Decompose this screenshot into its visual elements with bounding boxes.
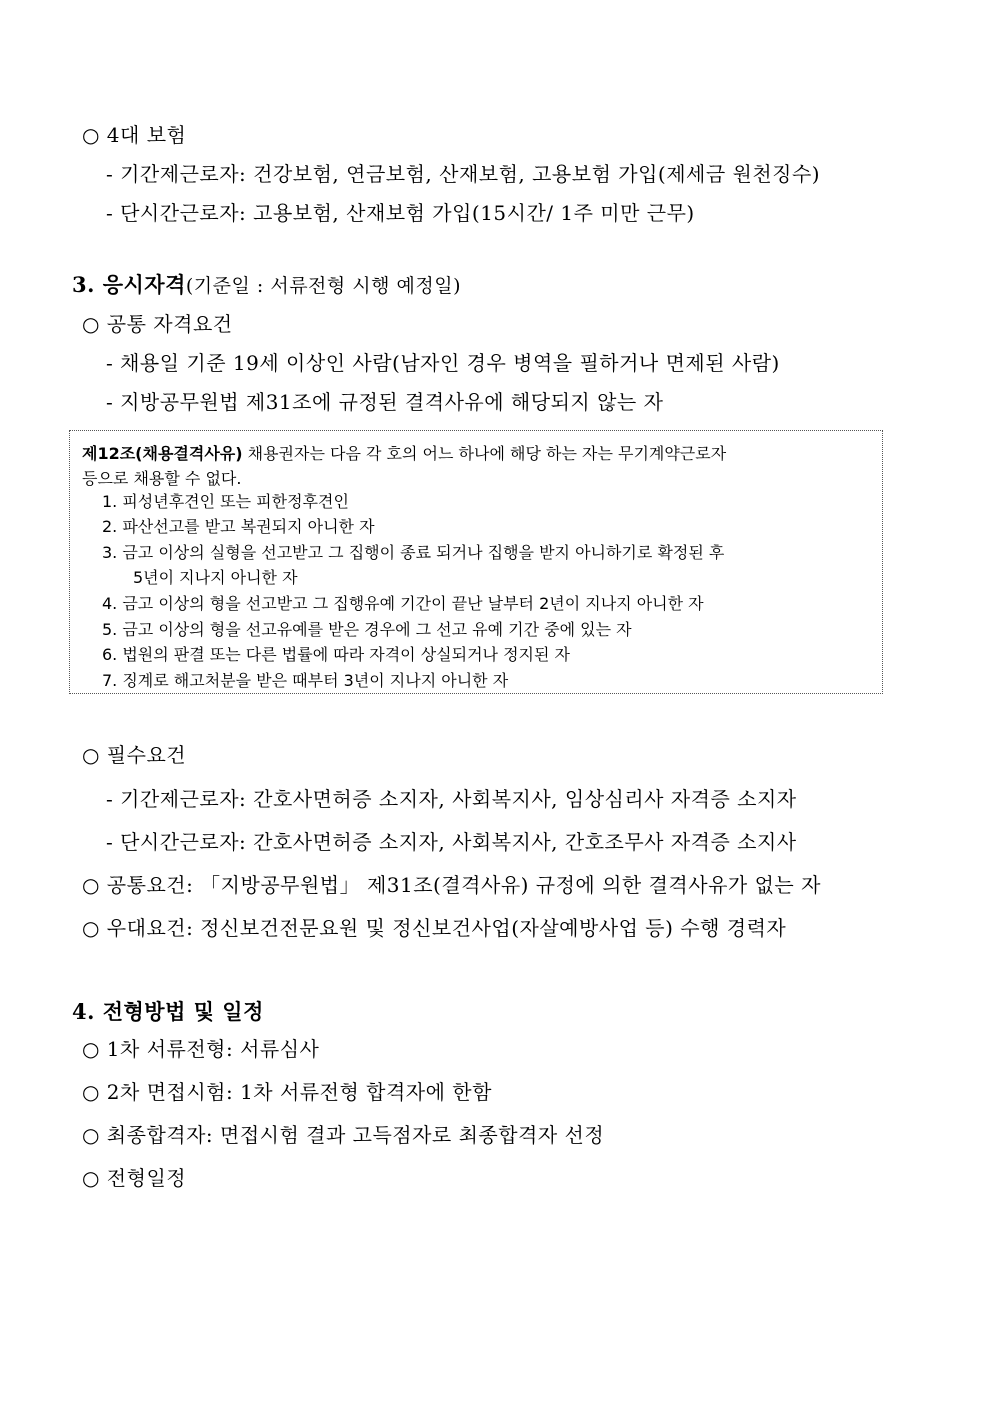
required-item: - 단시간근로자: 간호사면허증 소지자, 사회복지사, 간호조무사 자격증 소지사 [106, 830, 797, 854]
insurance-item: - 단시간근로자: 고용보험, 산재보험 가입(15시간/ 1주 미만 근무) [106, 201, 695, 225]
box-intro [82, 444, 726, 464]
selection-item: ○ 2차 면접시험: 1차 서류전형 합격자에 한함 [82, 1080, 492, 1104]
common-title: ○ 공통 자격요건 [82, 312, 233, 336]
insurance-item: - 기간제근로자: 건강보험, 연금보험, 산재보험, 고용보험 가입(제세금 원천징수) [106, 162, 821, 186]
required-item: - 기간제근로자: 간호사면허증 소지자, 사회복지사, 임상심리사 자격증 소지자 [106, 787, 797, 811]
intro-text: 채용권자는 다음 각 호의 어느 하나에 해당 하는 자는 무기계약근로자 [242, 444, 727, 463]
section3-note: (기준일 : 서류전형 시행 예정일) [185, 275, 462, 297]
section3-title: 3. 응시자격 [72, 272, 186, 297]
section3-heading [72, 272, 461, 299]
section4-heading: 4. 전형방법 및 일정 [72, 999, 264, 1024]
box-item: 3. 금고 이상의 실형을 선고받고 그 집행이 종료 되거나 집행을 받지 아니하기로 확정된 후 [102, 543, 725, 562]
article-title: 제12조(채용결격사유) [82, 444, 243, 463]
box-item: 4. 금고 이상의 형을 선고받고 그 집행유예 기간이 끝난 날부터 2년이 지나지 아니한 자 [102, 594, 704, 613]
insurance-title: ○ 4대 보험 [82, 123, 187, 147]
selection-item: ○ 전형일정 [82, 1166, 187, 1190]
common-item: - 채용일 기준 19세 이상인 사람(남자인 경우 병역을 필하거나 면제된 사람) [106, 351, 780, 375]
required-title: ○ 필수요건 [82, 743, 187, 767]
box-item: 6. 법원의 판결 또는 다른 법률에 따라 자격이 상실되거나 정지된 자 [102, 645, 570, 664]
box-item: 7. 징계로 해고처분을 받은 때부터 3년이 지나지 아니한 자 [102, 671, 509, 690]
box-item: 5년이 지나지 아니한 자 [133, 568, 298, 587]
box-item: 2. 파산선고를 받고 복권되지 아니한 자 [102, 517, 375, 536]
common-requirement: ○ 공통요건: 「지방공무원법」 제31조(결격사유) 규정에 의한 결격사유가 없는 자 [82, 873, 821, 897]
box-item: 5. 금고 이상의 형을 선고유예를 받은 경우에 그 선고 유예 기간 중에 있는 자 [102, 620, 632, 639]
box-intro-2: 등으로 채용할 수 없다. [82, 469, 242, 488]
selection-item: ○ 1차 서류전형: 서류심사 [82, 1037, 320, 1061]
common-item: - 지방공무원법 제31조에 규정된 결격사유에 해당되지 않는 자 [106, 390, 664, 414]
preferred-requirement: ○ 우대요건: 정신보건전문요원 및 정신보건사업(자살예방사업 등) 수행 경력자 [82, 916, 787, 940]
box-item: 1. 피성년후견인 또는 피한정후견인 [102, 492, 349, 511]
selection-item: ○ 최종합격자: 면접시험 결과 고득점자로 최종합격자 선정 [82, 1123, 605, 1147]
